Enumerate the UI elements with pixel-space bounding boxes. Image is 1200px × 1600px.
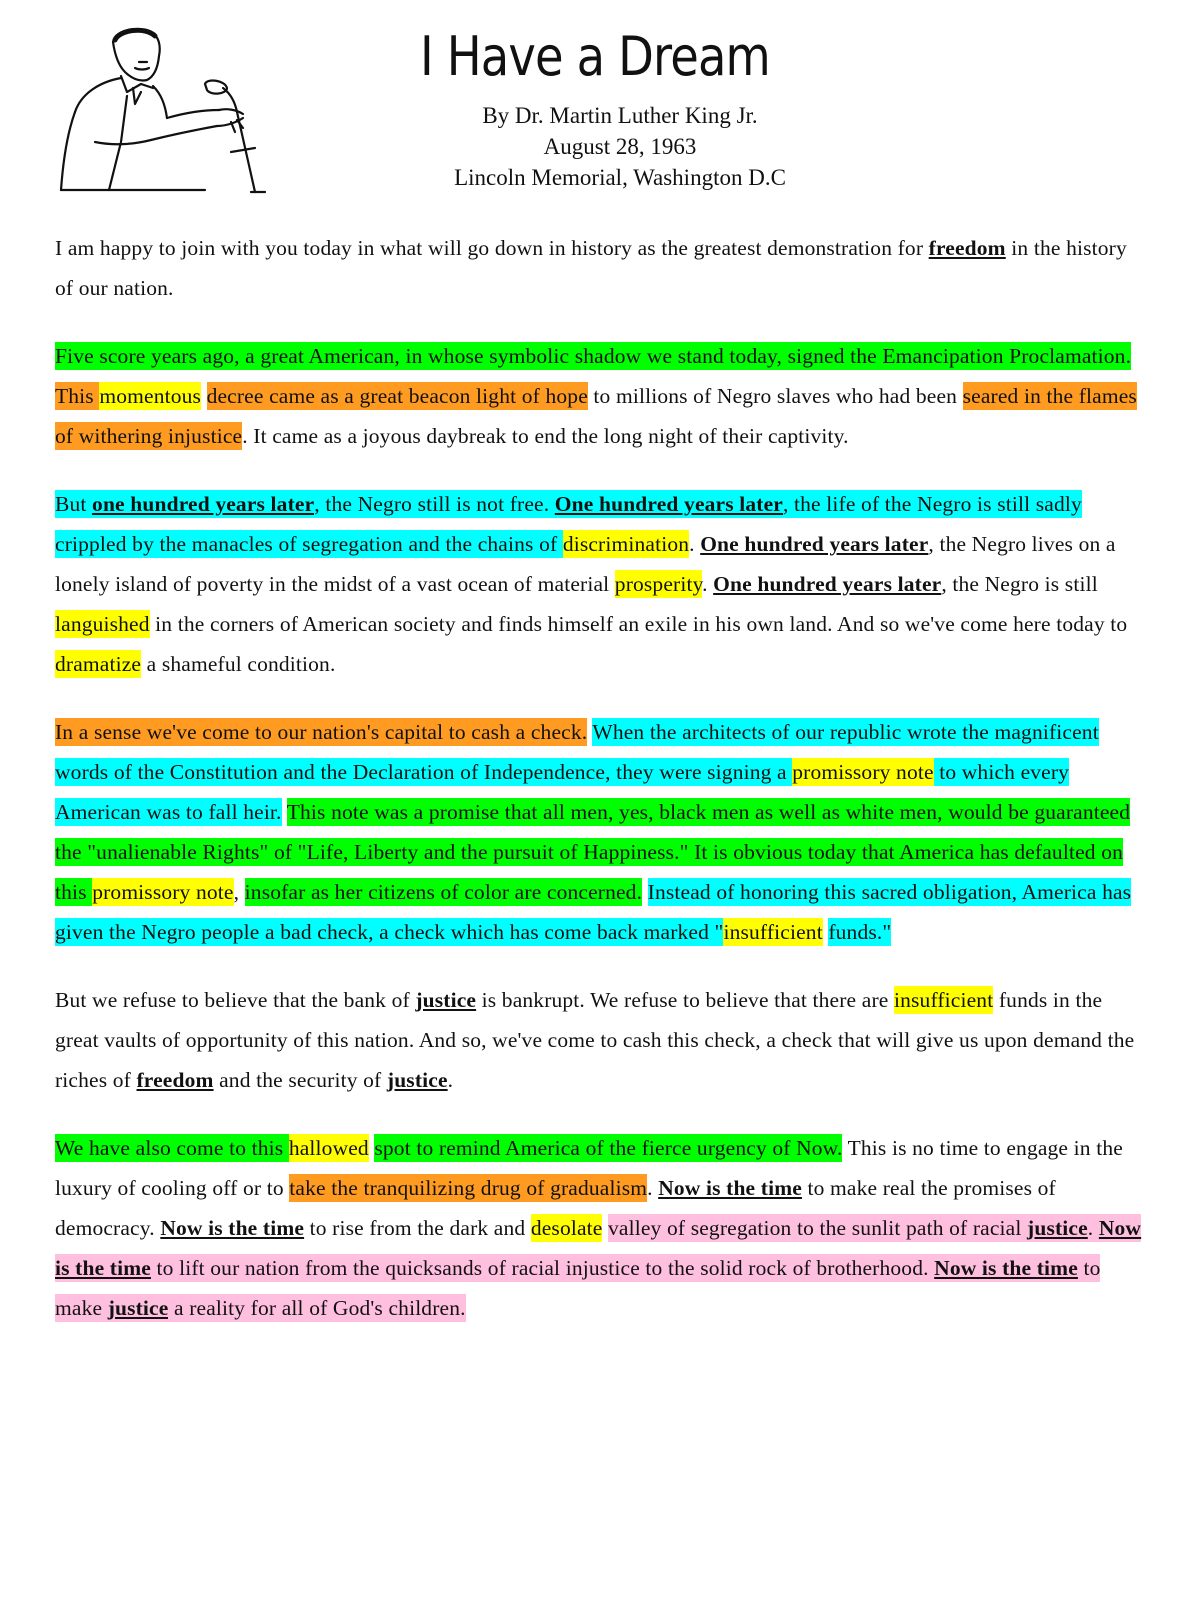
paragraph [55, 336, 1145, 456]
highlighted-text: seared in the flames of withering injustice [55, 384, 1137, 448]
highlighted-text: languished [55, 612, 150, 636]
paragraph [55, 712, 1145, 952]
text-run: . It came as a joyous daybreak to end the long night of their captivity. [242, 424, 849, 448]
location-line: Lincoln Memorial, Washington D.C [454, 165, 786, 190]
highlighted-text: prosperity [614, 572, 703, 596]
highlighted-text: But [55, 492, 93, 516]
highlighted-text: Instead of honoring this sacred obligation, America has given the Negro people a bad check, a check which has come back marked " [55, 880, 1132, 944]
highlighted-text: , the Negro still is not free. [314, 492, 555, 516]
text-run [642, 878, 648, 906]
highlighted-text: , the life of the Negro is still sadly crippled by the manacles of segregation and the chains of [55, 492, 1082, 556]
text-run: , the Negro lives on a lonely island of poverty in the midst of a vast ocean of material [55, 532, 1116, 596]
paragraph [55, 484, 1145, 684]
emphasis-text: justice [1027, 1216, 1088, 1240]
text-run: a shameful condition. [141, 652, 336, 676]
highlighted-text: . [1087, 1216, 1099, 1240]
emphasis-text: One hundred years later [554, 492, 783, 516]
speaker-illustration [55, 22, 280, 197]
text-run: . [647, 1176, 659, 1200]
paragraph [55, 980, 1145, 1100]
byline [380, 100, 860, 193]
text-run: and the security of [213, 1068, 387, 1092]
highlighted-text: to which every American was to fall heir. [55, 760, 1070, 824]
emphasis-text: one hundred years later [92, 492, 315, 516]
text-run: , [233, 880, 245, 904]
text-run: to rise from the dark and [304, 1216, 531, 1240]
highlighted-text: This [55, 384, 100, 408]
text-run: . [702, 572, 714, 596]
emphasis-text: Now is the time [160, 1216, 305, 1240]
highlighted-text: promissory note [792, 760, 934, 784]
emphasis-text: One hundred years later [713, 572, 942, 596]
text-run: This is no time to engage in the luxury of cooling off or to [55, 1136, 1123, 1200]
text-run [282, 798, 287, 826]
highlighted-text: We have also come to this [55, 1136, 289, 1160]
highlighted-text: a reality for all of God's children. [168, 1296, 466, 1320]
highlighted-text: valley of segregation to the sunlit path of racial [608, 1216, 1028, 1240]
text-run: . [447, 1068, 454, 1092]
highlighted-text: to make [55, 1256, 1101, 1320]
highlighted-text: funds." [828, 920, 892, 944]
text-run: I am happy to join with you today in what will go down in history as the greatest demonstration for [55, 236, 929, 260]
paragraph [55, 228, 1145, 308]
highlighted-text: take the tranquilizing drug of gradualism [289, 1176, 648, 1200]
text-run: . [689, 532, 701, 556]
emphasis-text: Now is the time [55, 1216, 1142, 1280]
highlighted-text: to lift our nation from the quicksands of racial injustice to the solid rock of brotherhood. [151, 1256, 935, 1280]
highlighted-text: Five score years ago, a great American, in whose symbolic shadow we stand today, signed the Emancipation Proclamation. [55, 344, 1132, 368]
text-run: funds in the great vaults of opportunity of this nation. And so, we've come to cash this check, a check that will give us upon demand the riches of [55, 988, 1135, 1092]
author-line: By Dr. Martin Luther King Jr. [482, 103, 758, 128]
highlighted-text: discrimination [562, 532, 690, 556]
highlighted-text: In a sense we've come to our nation's capital to cash a check. [55, 720, 588, 744]
highlighted-text: dramatize [55, 652, 142, 676]
page-title: I Have a Dream [420, 25, 770, 88]
text-run: , the Negro is still [941, 572, 1098, 596]
highlighted-text: decree came as a great beacon light of hope [206, 384, 588, 408]
highlighted-text: insofar as her citizens of color are concerned. [244, 880, 643, 904]
emphasis-text: justice [107, 1296, 169, 1320]
emphasis-text: Now is the time [658, 1176, 802, 1200]
highlighted-text: insufficient [894, 988, 994, 1012]
emphasis-text: One hundred years later [700, 532, 929, 556]
text-run: to millions of Negro slaves who had been [587, 384, 963, 408]
emphasis-text: freedom [928, 236, 1006, 260]
highlighted-text: insufficient [723, 920, 823, 944]
highlighted-text: momentous [99, 384, 202, 408]
highlighted-text: When the architects of our republic wrote the magnificent words of the Constitution and the Declaration of Independence, they were signing a [55, 720, 1099, 784]
text-run: to make real the promises of democracy. [55, 1176, 1056, 1240]
speech-body [55, 228, 1145, 1356]
date-line: August 28, 1963 [543, 134, 697, 159]
highlighted-text: desolate [530, 1216, 603, 1240]
paragraph [55, 1128, 1145, 1328]
highlighted-text: spot to remind America of the fierce urgency of Now. [374, 1136, 843, 1160]
emphasis-text: freedom [136, 1068, 214, 1092]
emphasis-text: justice [415, 988, 477, 1012]
text-run: is bankrupt. We refuse to believe that there are [476, 988, 894, 1012]
text-run: in the history of our nation. [55, 236, 1127, 300]
highlighted-text: promissory note [92, 880, 234, 904]
text-run: But we refuse to believe that the bank of [55, 988, 416, 1012]
emphasis-text: Now is the time [934, 1256, 1078, 1280]
highlighted-text: This note was a promise that all men, yes, black men as well as white men, would be guaranteed the "unalienable Rights" of "Life, Liberty and the pursuit of Happiness." It is obvious today that America has defaulted on this [55, 800, 1131, 904]
text-run [201, 382, 207, 410]
text-run: in the corners of American society and finds himself an exile in his own land. And so we've come here today to [149, 612, 1128, 636]
emphasis-text: justice [386, 1068, 448, 1092]
highlighted-text: hallowed [288, 1136, 369, 1160]
